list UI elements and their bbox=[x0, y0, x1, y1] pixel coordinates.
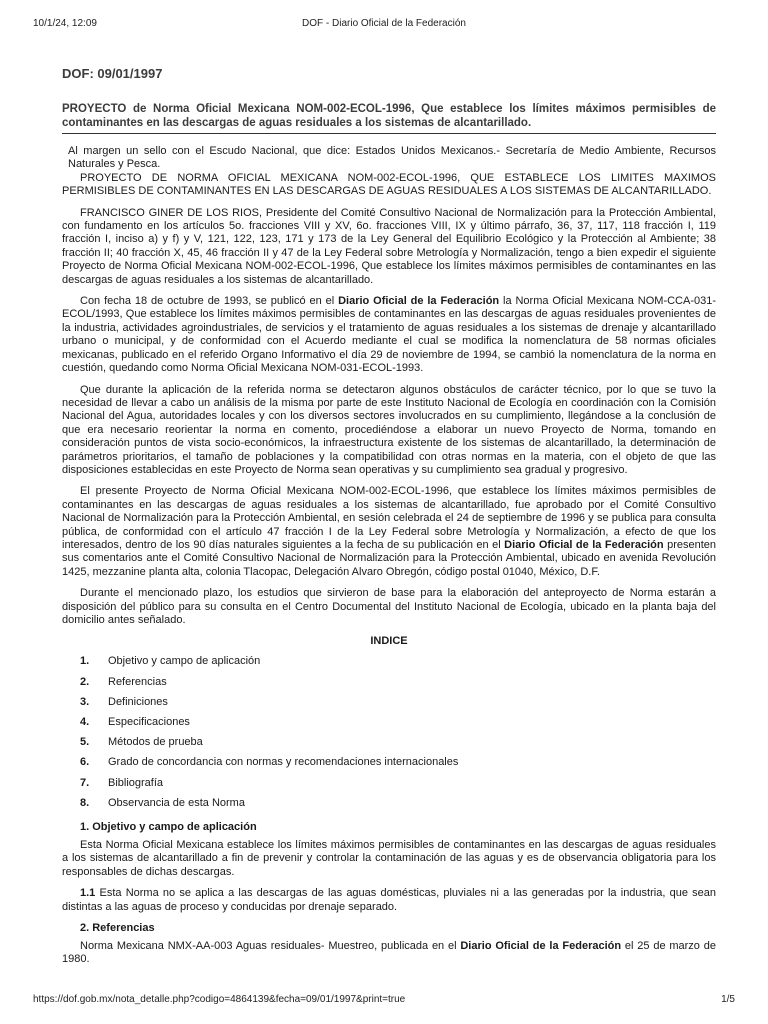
text-run: El presente Proyecto de Norma Oficial Mexicana NOM-002-ECOL-1996, que establece los límites máximos permisibles de contaminantes en las descargas de aguas residuales a los sistemas de alcantarillado, fue aprobado por el Comité Consultivo Nacional de Normalización para la Protección Ambiental, en sesión celebrada el 24 de septiembre de 1996 y se publica para consulta pública, de conformidad con el artículo 47 fracción I de la Ley Federal sobre Metrología y Normalización, a efecto de que los interesados, dentro de los 90 días naturales siguientes a la fecha de su publicación en el bbox=[62, 485, 716, 551]
section-2-paragraph bbox=[62, 940, 716, 967]
indice-label: Objetivo y campo de aplicación bbox=[108, 655, 261, 668]
document-body bbox=[62, 66, 716, 975]
indice-label: Bibliografía bbox=[108, 776, 164, 789]
indice-heading: INDICE bbox=[370, 635, 408, 648]
text-run: Con fecha 18 de octubre de 1993, se publicó en el bbox=[80, 295, 339, 308]
paragraph-giner: FRANCISCO GINER DE LOS RIOS, Presidente del Comité Consultivo Nacional de Normalización para la Protección Ambiental, con fundamento en los artículos 5o. fracciones VIII y XV, 6o. fracciones VIII, IX y último párrafo, 36, 37, 117, 118 fracción I, 119 fracción I, inciso a) y f) y V, 121, 122, 123, 171 y 173 de la Ley General del Equilibrio Ecológico y la Protección al Ambiente; 38 fracción II; 40 fracción X, 45, 46 fracción II y 47 de la Ley Federal sobre Metrología y Normalización, tengo a bien expedir el siguiente Proyecto de Norma Oficial Mexicana NOM-002-ECOL-1996, Que establece los límites máximos permisibles de contaminantes en las descargas de aguas residuales a los sistemas de alcantarillado. bbox=[62, 206, 716, 286]
indice-num: 1. bbox=[80, 655, 90, 668]
page-number: 1/5 bbox=[721, 994, 735, 1005]
bold-dof-name: Diario Oficial de la Federación bbox=[460, 939, 622, 952]
margin-note: Al margen un sello con el Escudo Nacional, que dice: Estados Unidos Mexicanos.- Secretaría de Medio Ambiente, Recursos Naturales y Pesca. bbox=[68, 145, 716, 171]
indice-item bbox=[62, 676, 716, 696]
indice-item bbox=[62, 696, 716, 716]
indice-label: Definiciones bbox=[108, 695, 168, 708]
text-run: presenten sus comentarios ante el Comité Consultivo Nacional de Normalización para la Protección Ambiental, ubicado en avenida Revolución 1425, mezzanine planta alta, colonia Tlacopac, Delegación Alvaro Obregón, código postal 01040, México, D.F. bbox=[62, 538, 716, 578]
indice-item bbox=[62, 797, 716, 817]
indice-item bbox=[62, 756, 716, 776]
paragraph-plazo: Durante el mencionado plazo, los estudios que sirvieron de base para la elaboración del anteproyecto de Norma estarán a disposición del público para su consulta en el Centro Documental del Instituto Nacional de Ecología, ubicado en la planta baja del domicilio antes señalado. bbox=[62, 587, 716, 626]
paragraph-durante: Que durante la aplicación de la referida norma se detectaron algunos obstáculos de carácter técnico, por lo que se tuvo la necesidad de llevar a cabo un análisis de la misma por parte de este Instituto Nacional de Ecología en coordinación con la Comisión Nacional del Agua, autoridades locales y con los diversos sectores involucrados en su cumplimiento, llegándose a la conclusión de que era necesario reorientar la norma en comento, procediéndose a elaborar un nuevo Proyecto de Norma, tomando en consideración puntos de vista socio-económicos, la infraestructura existente de los sistemas de alcantarillado, la determinación de parámetros prioritarios, el tamaño de poblaciones y la compatibilidad con otras normas en la materia, con el objeto de que las disposiciones establecidas en este Proyecto de Norma sean operativas y su cumplimiento sea gradual y progresivo. bbox=[62, 383, 716, 476]
paragraph-fecha bbox=[62, 295, 716, 375]
document-title: PROYECTO de Norma Oficial Mexicana NOM-002-ECOL-1996, Que establece los límites máximos permisibles de contaminantes en las descargas de aguas residuales a los sistemas de alcantarillado. bbox=[62, 102, 716, 134]
indice-label: Especificaciones bbox=[108, 715, 190, 728]
indice-item bbox=[62, 777, 716, 797]
indice-item bbox=[62, 655, 716, 675]
text-run: Esta Norma no se aplica a las descargas de las aguas domésticas, pluviales ni a las generadas por la industria, que sean distintas a las aguas de proceso y conducidas por drenaje separado. bbox=[62, 887, 716, 913]
indice-label: Métodos de prueba bbox=[108, 736, 203, 749]
indice-label: Grado de concordancia con normas y recomendaciones internacionales bbox=[108, 756, 459, 769]
text-run: la Norma Oficial Mexicana NOM-CCA-031-ECOL/1993, Que establece los límites máximos permisibles de contaminantes en las descargas de aguas residuales provenientes de la industria, actividades agroindustriales, de servicios y el tratamiento de aguas residuales a los sistemas de drenaje y alcantarillado urbano o municipal, y de conformidad con el Acuerdo mediante el cual se modifica la nomenclatura de 58 normas oficiales mexicanas, publicado en el referido Organo Informativo el día 29 de noviembre de 1994, se cambió la nomenclatura de la norma en cuestión, quedando como Norma Oficial Mexicana NOM-031-ECOL-1993. bbox=[62, 295, 717, 375]
indice-num: 2. bbox=[80, 675, 90, 688]
section-1-heading: 1. Objetivo y campo de aplicación bbox=[80, 820, 257, 833]
print-url: https://dof.gob.mx/nota_detalle.php?codigo=4864139&fecha=09/01/1997&print=true bbox=[33, 994, 406, 1005]
indice-num: 3. bbox=[80, 695, 90, 708]
text-run: el 25 de marzo de 1980. bbox=[62, 939, 716, 966]
print-datetime: 10/1/24, 12:09 bbox=[33, 18, 97, 29]
indice-item bbox=[62, 736, 716, 756]
indice-num: 5. bbox=[80, 736, 90, 749]
section-1-paragraph: Esta Norma Oficial Mexicana establece los límites máximos permisibles de contaminantes en las descargas de aguas residuales a los sistemas de alcantarillado a fin de prevenir y controlar la contaminación de las aguas y es de observancia obligatoria para los responsables de dichas descargas. bbox=[62, 838, 716, 878]
document-text bbox=[62, 145, 716, 967]
dof-date: DOF: 09/01/1997 bbox=[62, 66, 163, 81]
print-site-title: DOF - Diario Oficial de la Federación bbox=[302, 18, 466, 29]
subsection-number: 1.1 bbox=[80, 887, 96, 900]
section-1-1-paragraph bbox=[62, 887, 716, 914]
indice-list bbox=[62, 655, 716, 817]
indice-num: 4. bbox=[80, 715, 90, 728]
indice-item bbox=[62, 716, 716, 736]
text-run: Norma Mexicana NMX-AA-003 Aguas residuales- Muestreo, publicada en el bbox=[80, 939, 461, 952]
indice-num: 8. bbox=[80, 796, 90, 809]
bold-dof-name: Diario Oficial de la Federación bbox=[504, 538, 664, 551]
indice-num: 7. bbox=[80, 776, 90, 789]
indice-label: Observancia de esta Norma bbox=[108, 796, 245, 809]
bold-dof-name: Diario Oficial de la Federación bbox=[338, 295, 500, 308]
indice-label: Referencias bbox=[108, 675, 167, 688]
indice-num: 6. bbox=[80, 756, 90, 769]
caps-heading: PROYECTO DE NORMA OFICIAL MEXICANA NOM-002-ECOL-1996, QUE ESTABLECE LOS LIMITES MAXIMOS PERMISIBLES DE CONTAMINANTES EN LAS DESCARGAS DE AGUAS RESIDUALES A LOS SISTEMAS DE ALCANTARILLADO. bbox=[62, 171, 716, 198]
paragraph-presente bbox=[62, 485, 716, 579]
section-2-heading: 2. Referencias bbox=[80, 921, 155, 934]
